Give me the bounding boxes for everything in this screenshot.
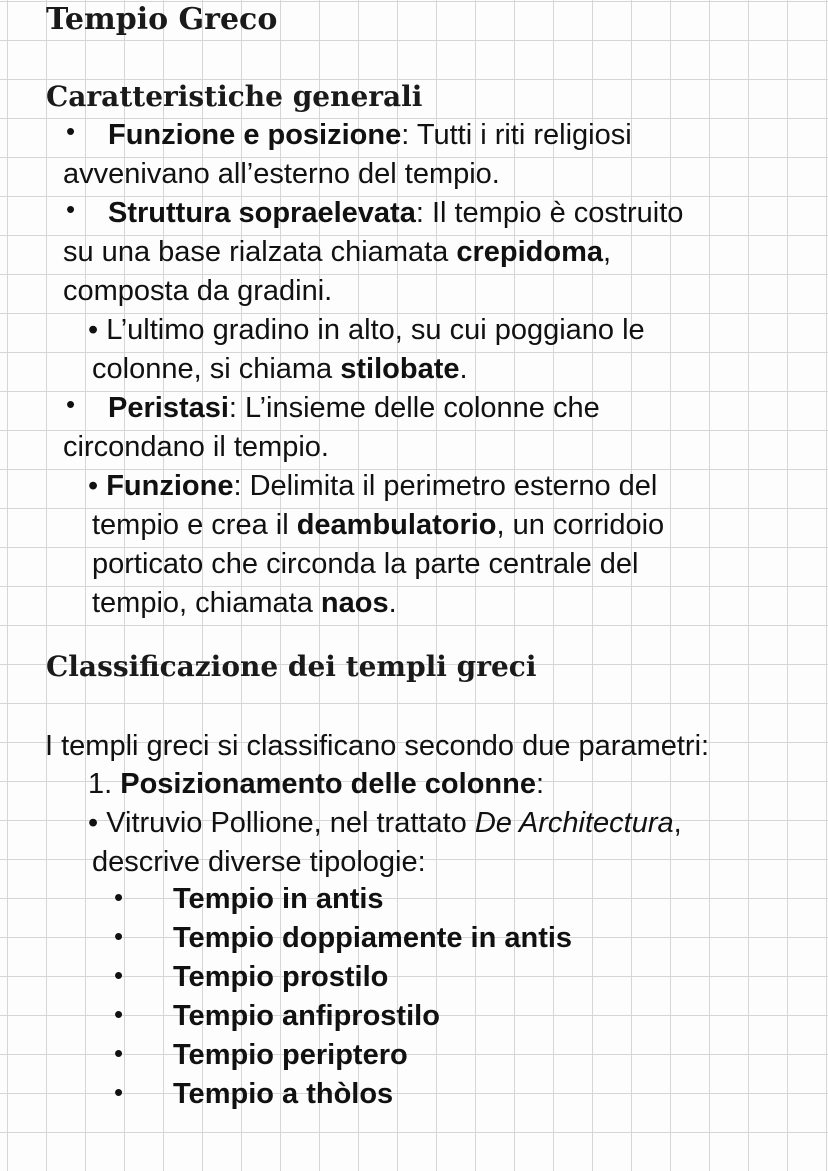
bullet-icon: • <box>66 389 76 419</box>
list-item: Peristasi: L’insieme delle colonne che <box>108 392 600 424</box>
bullet-icon: • <box>66 194 76 224</box>
bullet-icon: • <box>114 960 124 990</box>
temple-type-item: Tempio a thòlos <box>173 1078 394 1110</box>
page-title: Tempio Greco <box>46 2 278 37</box>
sub-list-item: • Vitruvio Pollione, nel trattato De Architectura, <box>88 807 682 839</box>
bullet-icon: • <box>114 882 124 912</box>
list-item-continuation: circondano il tempio. <box>63 431 329 463</box>
sub-list-item-continuation: colonne, si chiama stilobate. <box>92 353 468 385</box>
intro-paragraph: I templi greci si classificano secondo due parametri: <box>45 730 710 762</box>
sub-list-item-continuation: tempio e crea il deambulatorio, un corridoio <box>92 509 665 541</box>
bullet-icon: • <box>114 921 124 951</box>
sub-list-item: • Funzione: Delimita il perimetro esterno del <box>88 470 658 502</box>
temple-type-item: Tempio in antis <box>173 883 384 915</box>
bullet-icon: • <box>66 116 76 146</box>
temple-type-item: Tempio periptero <box>173 1039 408 1071</box>
list-item-continuation: su una base rialzata chiamata crepidoma, <box>63 236 612 268</box>
sub-list-item: • L’ultimo gradino in alto, su cui poggiano le <box>88 314 645 346</box>
numbered-item: 1. Posizionamento delle colonne: <box>88 768 545 800</box>
bullet-icon: • <box>114 1038 124 1068</box>
list-item: Struttura sopraelevata: Il tempio è costruito <box>108 197 684 229</box>
temple-type-item: Tempio anfiprostilo <box>173 1000 440 1032</box>
bullet-icon: • <box>114 1077 124 1107</box>
list-item: Funzione e posizione: Tutti i riti religiosi <box>108 119 632 151</box>
sub-list-item-continuation: descrive diverse tipologie: <box>92 846 426 878</box>
list-item-continuation: avvenivano all’esterno del tempio. <box>63 158 500 190</box>
bullet-icon: • <box>114 999 124 1029</box>
temple-type-item: Tempio doppiamente in antis <box>173 922 573 954</box>
list-item-continuation: composta da gradini. <box>63 275 333 307</box>
temple-type-item: Tempio prostilo <box>173 961 389 993</box>
sub-list-item-continuation: porticato che circonda la parte centrale del <box>92 548 639 580</box>
section-heading-classificazione: Classificazione dei templi greci <box>46 650 537 683</box>
section-heading-caratteristiche: Caratteristiche generali <box>46 80 423 113</box>
sub-list-item-continuation: tempio, chiamata naos. <box>92 587 397 619</box>
